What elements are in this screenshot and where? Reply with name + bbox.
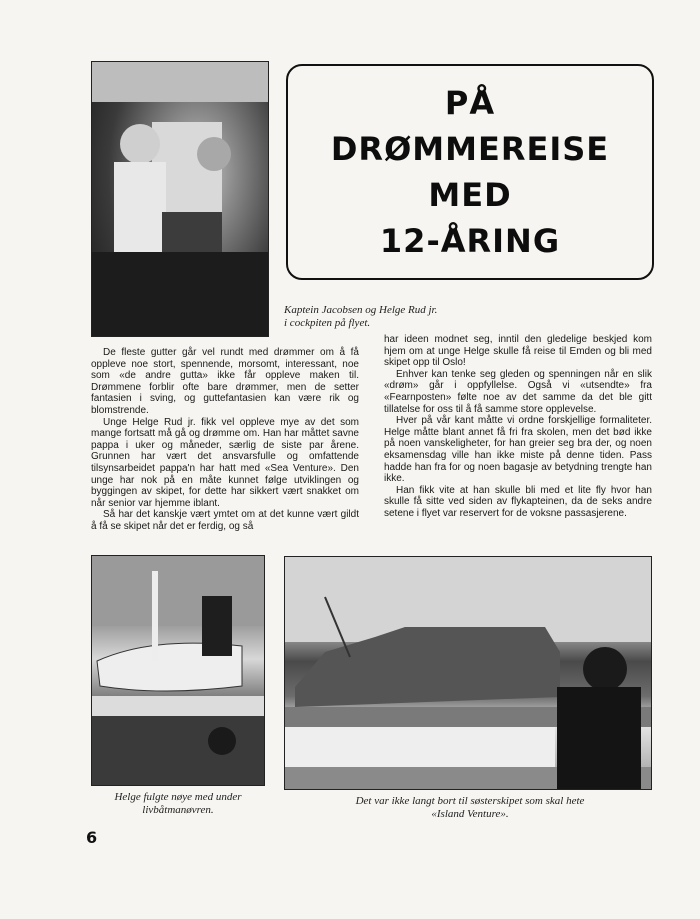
- title-line-2: DRØMMEREISE: [330, 130, 610, 168]
- ship-photo-shapes: [285, 557, 651, 789]
- article-paragraph: De fleste gutter går vel rundt med drømmer om å få oppleve noe stort, spennende, morsomt, interessant, noe som «de andre gutta» ikke får oppleve maken til. Drømmene forblir ofte bare drømmer, men de setter fantasien i sving, og guttefantasien kan være rik og blomstrende.: [91, 347, 359, 416]
- article-paragraph: Hver på vår kant måtte vi ordne forskjellige formaliteter. Helge måtte blant annet få fri fra skolen, men det bød ikke på noen vanskeligheter, for han greier seg bra der, og noen eksamensdag ville han ikke miste på denne tiden. Pass hadde han fra for og noen bagasje av betydning trengte han ikke.: [384, 415, 652, 485]
- article-paragraph: Enhver kan tenke seg gleden og spenningen når en slik «drøm» går i oppfyllelse. Også vi «utsendte» fra «Fearnposten» følte noe av det samme da det ble gitt tillatelse for oss til å få samme store opplevelse.: [384, 368, 652, 415]
- cockpit-caption: [284, 304, 544, 330]
- article-paragraph: Unge Helge Rud jr. fikk vel oppleve mye av det som mange fortsatt må gå og drømme om. Han har måttet savne pappa i uker og måneder, særlig de siste par årene. Grunnen har vært det ansvarsfulle og omfattende tilsynsarbeidet pappa'n har hatt med «Sea Venture». Den unge har nok på en måte kunnet følge utviklingen og byggingen av skipet, for dette har sikkert vært snakket om når senior var hjemme iblant.: [91, 416, 359, 509]
- page-number: 6: [86, 828, 98, 847]
- cockpit-caption-line-1: Kaptein Jacobsen og Helge Rud jr.: [284, 304, 438, 316]
- lifeboat-caption-line-2: livbåtmanøvren.: [142, 804, 214, 816]
- ship-caption: [300, 795, 640, 821]
- title-line-4: 12-ÅRING: [379, 222, 561, 260]
- cockpit-caption-line-2: i cockpiten på flyet.: [284, 317, 371, 329]
- article-paragraph: har ideen modnet seg, inntil den gledelige beskjed kom hjem om at unge Helge skulle få reise til Emden og bli med skipet opp til Oslo!: [384, 334, 652, 369]
- ship-caption-line-1: Det var ikke langt bort til søsterskipet som skal hete: [355, 795, 585, 807]
- ship-caption-line-2: «Island Venture».: [431, 808, 509, 820]
- article-paragraph: Så har det kanskje vært ymtet om at det kunne vært gildt å få se skipet når det er ferdig, og så: [91, 509, 359, 532]
- cockpit-photo-shapes: [92, 62, 268, 336]
- ship-photo: [284, 556, 652, 790]
- lifeboat-caption-line-1: Helge fulgte nøye med under: [114, 791, 242, 803]
- lifeboat-caption: [86, 791, 270, 817]
- title-line-3: MED: [428, 176, 512, 214]
- article-left-column: [91, 347, 359, 533]
- cockpit-photo: [91, 61, 269, 337]
- lifeboat-photo: [91, 555, 265, 786]
- title-line-1: PÅ: [444, 84, 496, 122]
- article-paragraph: Han fikk vite at han skulle bli med et lite fly hvor han skulle få sitte ved siden av flykapteinen, da de seks andre setene i flyet var reservert for de voksne passasjerene.: [384, 484, 652, 519]
- title-box: [286, 64, 654, 280]
- lifeboat-photo-shapes: [92, 556, 264, 785]
- article-right-column: [384, 334, 652, 520]
